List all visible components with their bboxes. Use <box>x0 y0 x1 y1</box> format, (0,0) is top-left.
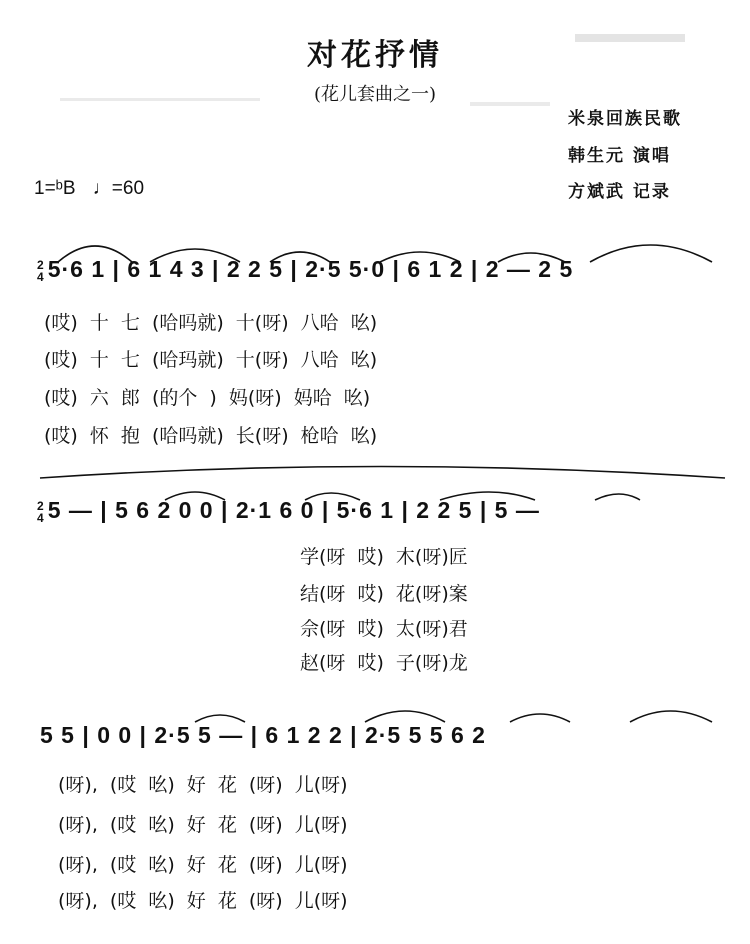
lyric-line: 结(呀 哎) 花(呀)案 <box>300 583 468 605</box>
recorder-credit: 方斌武 记录 <box>568 182 671 202</box>
notation-line-1 <box>34 256 573 283</box>
lyric-line: 佘(呀 哎) 太(呀)君 <box>300 618 468 640</box>
time-sig-2-4: 2 4 <box>37 257 45 284</box>
lyric-line: (哎) 怀 抱 (哈吗就) 长(呀) 枪哈 吆) <box>44 425 378 447</box>
origin-credit: 米泉回族民歌 <box>568 109 682 129</box>
notation-line-2 <box>34 497 540 524</box>
notation-text: 5 5 | 0 0 | 2·5 5 — | 6 1 2 2 | 2·5 5 5 6 2 <box>40 722 486 748</box>
key-label: 1=ᵇB <box>34 178 76 199</box>
lyric-line: (呀), (哎 吆) 好 花 (呀) 儿(呀) <box>58 890 348 912</box>
lyric-line: (哎) 十 七 (哈玛就) 十(呀) 八哈 吆) <box>44 349 378 371</box>
scan-noise <box>575 34 685 42</box>
lyric-line: (呀), (哎 吆) 好 花 (呀) 儿(呀) <box>58 814 348 836</box>
notation-text: 5·6 1 | 6 1 4 3 | 2 2 5 | 2·5 5·0 | 6 1 2 | 2 — 2 5 <box>47 256 574 282</box>
tempo-value: =60 <box>111 178 145 199</box>
song-subtitle: (花儿套曲之一) <box>313 84 437 105</box>
notation-line-3 <box>40 722 486 749</box>
lyric-line: (哎) 六 郎 (的个 ) 妈(呀) 妈哈 吆) <box>44 387 371 409</box>
quarter-note-icon: ♩ <box>92 178 112 199</box>
lyric-line: 赵(呀 哎) 子(呀)龙 <box>300 652 468 674</box>
lyric-line: (哎) 十 七 (哈吗就) 十(呀) 八哈 吆) <box>44 312 378 334</box>
notation-text: 5 — | 5 6 2 0 0 | 2·1 6 0 | 5·6 1 | 2 2 5 | 5 — <box>47 497 540 523</box>
singer-credit: 韩生元 演唱 <box>568 146 671 166</box>
song-title: 对花抒情 <box>307 38 443 73</box>
lyric-line: (呀), (哎 吆) 好 花 (呀) 儿(呀) <box>58 854 348 876</box>
scan-noise <box>470 102 550 106</box>
time-sig-2-4: 2 4 <box>37 498 45 525</box>
lyric-line: 学(呀 哎) 木(呀)匠 <box>300 546 468 568</box>
scan-noise <box>60 98 260 101</box>
lyric-line: (呀), (哎 吆) 好 花 (呀) 儿(呀) <box>58 774 348 796</box>
